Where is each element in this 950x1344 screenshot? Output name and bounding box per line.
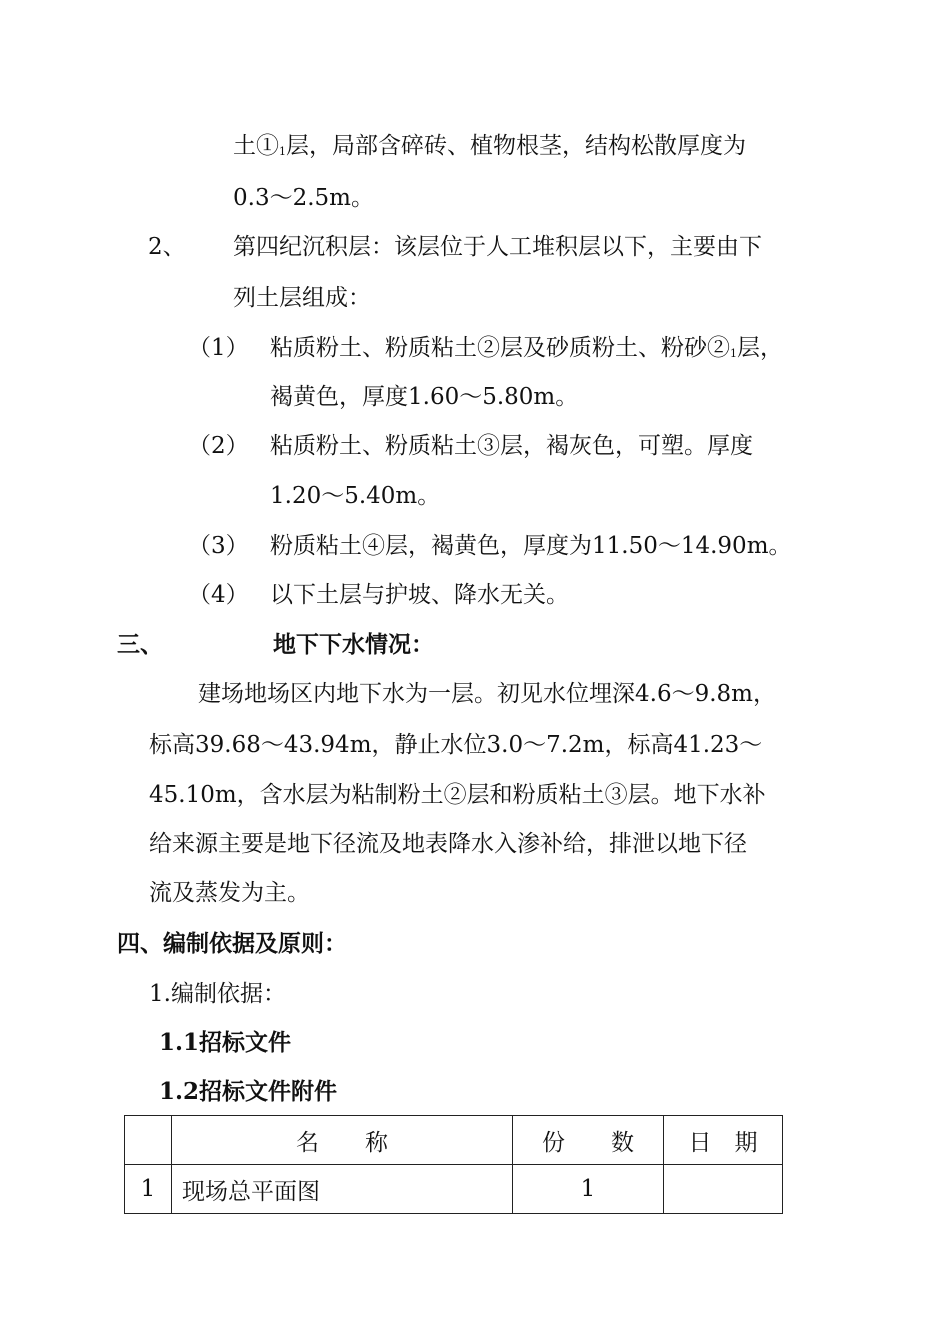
- table-header-row: [125, 1116, 783, 1165]
- header-index: [125, 1116, 172, 1165]
- section-3-number: 三、: [117, 631, 163, 658]
- subsection-1: 1.编制依据：: [149, 981, 286, 1007]
- cell-date: [664, 1165, 783, 1214]
- sub-item-3-number: （3）: [188, 533, 249, 559]
- subsection-1-2: 1.2招标文件附件: [159, 1078, 338, 1105]
- water-para-line-1: 建场地场区内地下水为一层。初见水位埋深4.6～9.8m，: [198, 681, 776, 707]
- header-copies: 份 数: [513, 1116, 664, 1165]
- cell-copies: 1: [513, 1165, 664, 1214]
- line-4: 列土层组成：: [233, 285, 371, 311]
- water-para-line-2: 标高39.68～43.94m，静止水位3.0～7.2m，标高41.23～: [149, 732, 763, 758]
- water-para-line-3: 45.10m，含水层为粘制粉土②层和粉质粘土③层。地下水补: [149, 782, 766, 808]
- sub-item-1-number: （1）: [188, 335, 249, 361]
- cell-name: 现场总平面图: [172, 1165, 513, 1214]
- water-para-line-4: 给来源主要是地下径流及地表降水入渗补给，排泄以地下径: [149, 831, 747, 857]
- sub-item-4-number: （4）: [188, 582, 249, 608]
- line-8: 1.20～5.40m。: [270, 483, 441, 509]
- header-name: 名 称: [172, 1116, 513, 1165]
- line-5: 粘质粉土、粉质粘土②层及砂质粉土、粉砂$②_1$层，: [270, 335, 783, 361]
- item-2-number: 2、: [148, 234, 186, 260]
- section-3-heading: 地下下水情况：: [273, 631, 434, 658]
- sub-item-2-number: （2）: [188, 433, 249, 459]
- section-4-heading: 四、编制依据及原则：: [117, 930, 347, 957]
- header-date: 日 期: [664, 1116, 783, 1165]
- line-6: 褐黄色，厚度1.60～5.80m。: [270, 384, 579, 410]
- line-7: 粘质粉土、粉质粘土③层，褐灰色，可塑。厚度: [270, 433, 753, 459]
- line-10: 以下土层与护坡、降水无关。: [270, 582, 569, 608]
- cell-index: 1: [125, 1165, 172, 1214]
- line-9: 粉质粘土④层，褐黄色，厚度为11.50～14.90m。: [270, 533, 792, 559]
- line-1: 土$①_1$层，局部含碎砖、植物根茎，结构松散厚度为: [233, 133, 746, 159]
- subsection-1-1: 1.1招标文件: [159, 1029, 292, 1056]
- attachments-table: [124, 1115, 783, 1214]
- water-para-line-5: 流及蒸发为主。: [149, 880, 310, 906]
- table-row: [125, 1165, 783, 1214]
- line-2: 0.3～2.5m。: [233, 185, 374, 211]
- line-3: 第四纪沉积层：该层位于人工堆积层以下，主要由下: [233, 234, 762, 260]
